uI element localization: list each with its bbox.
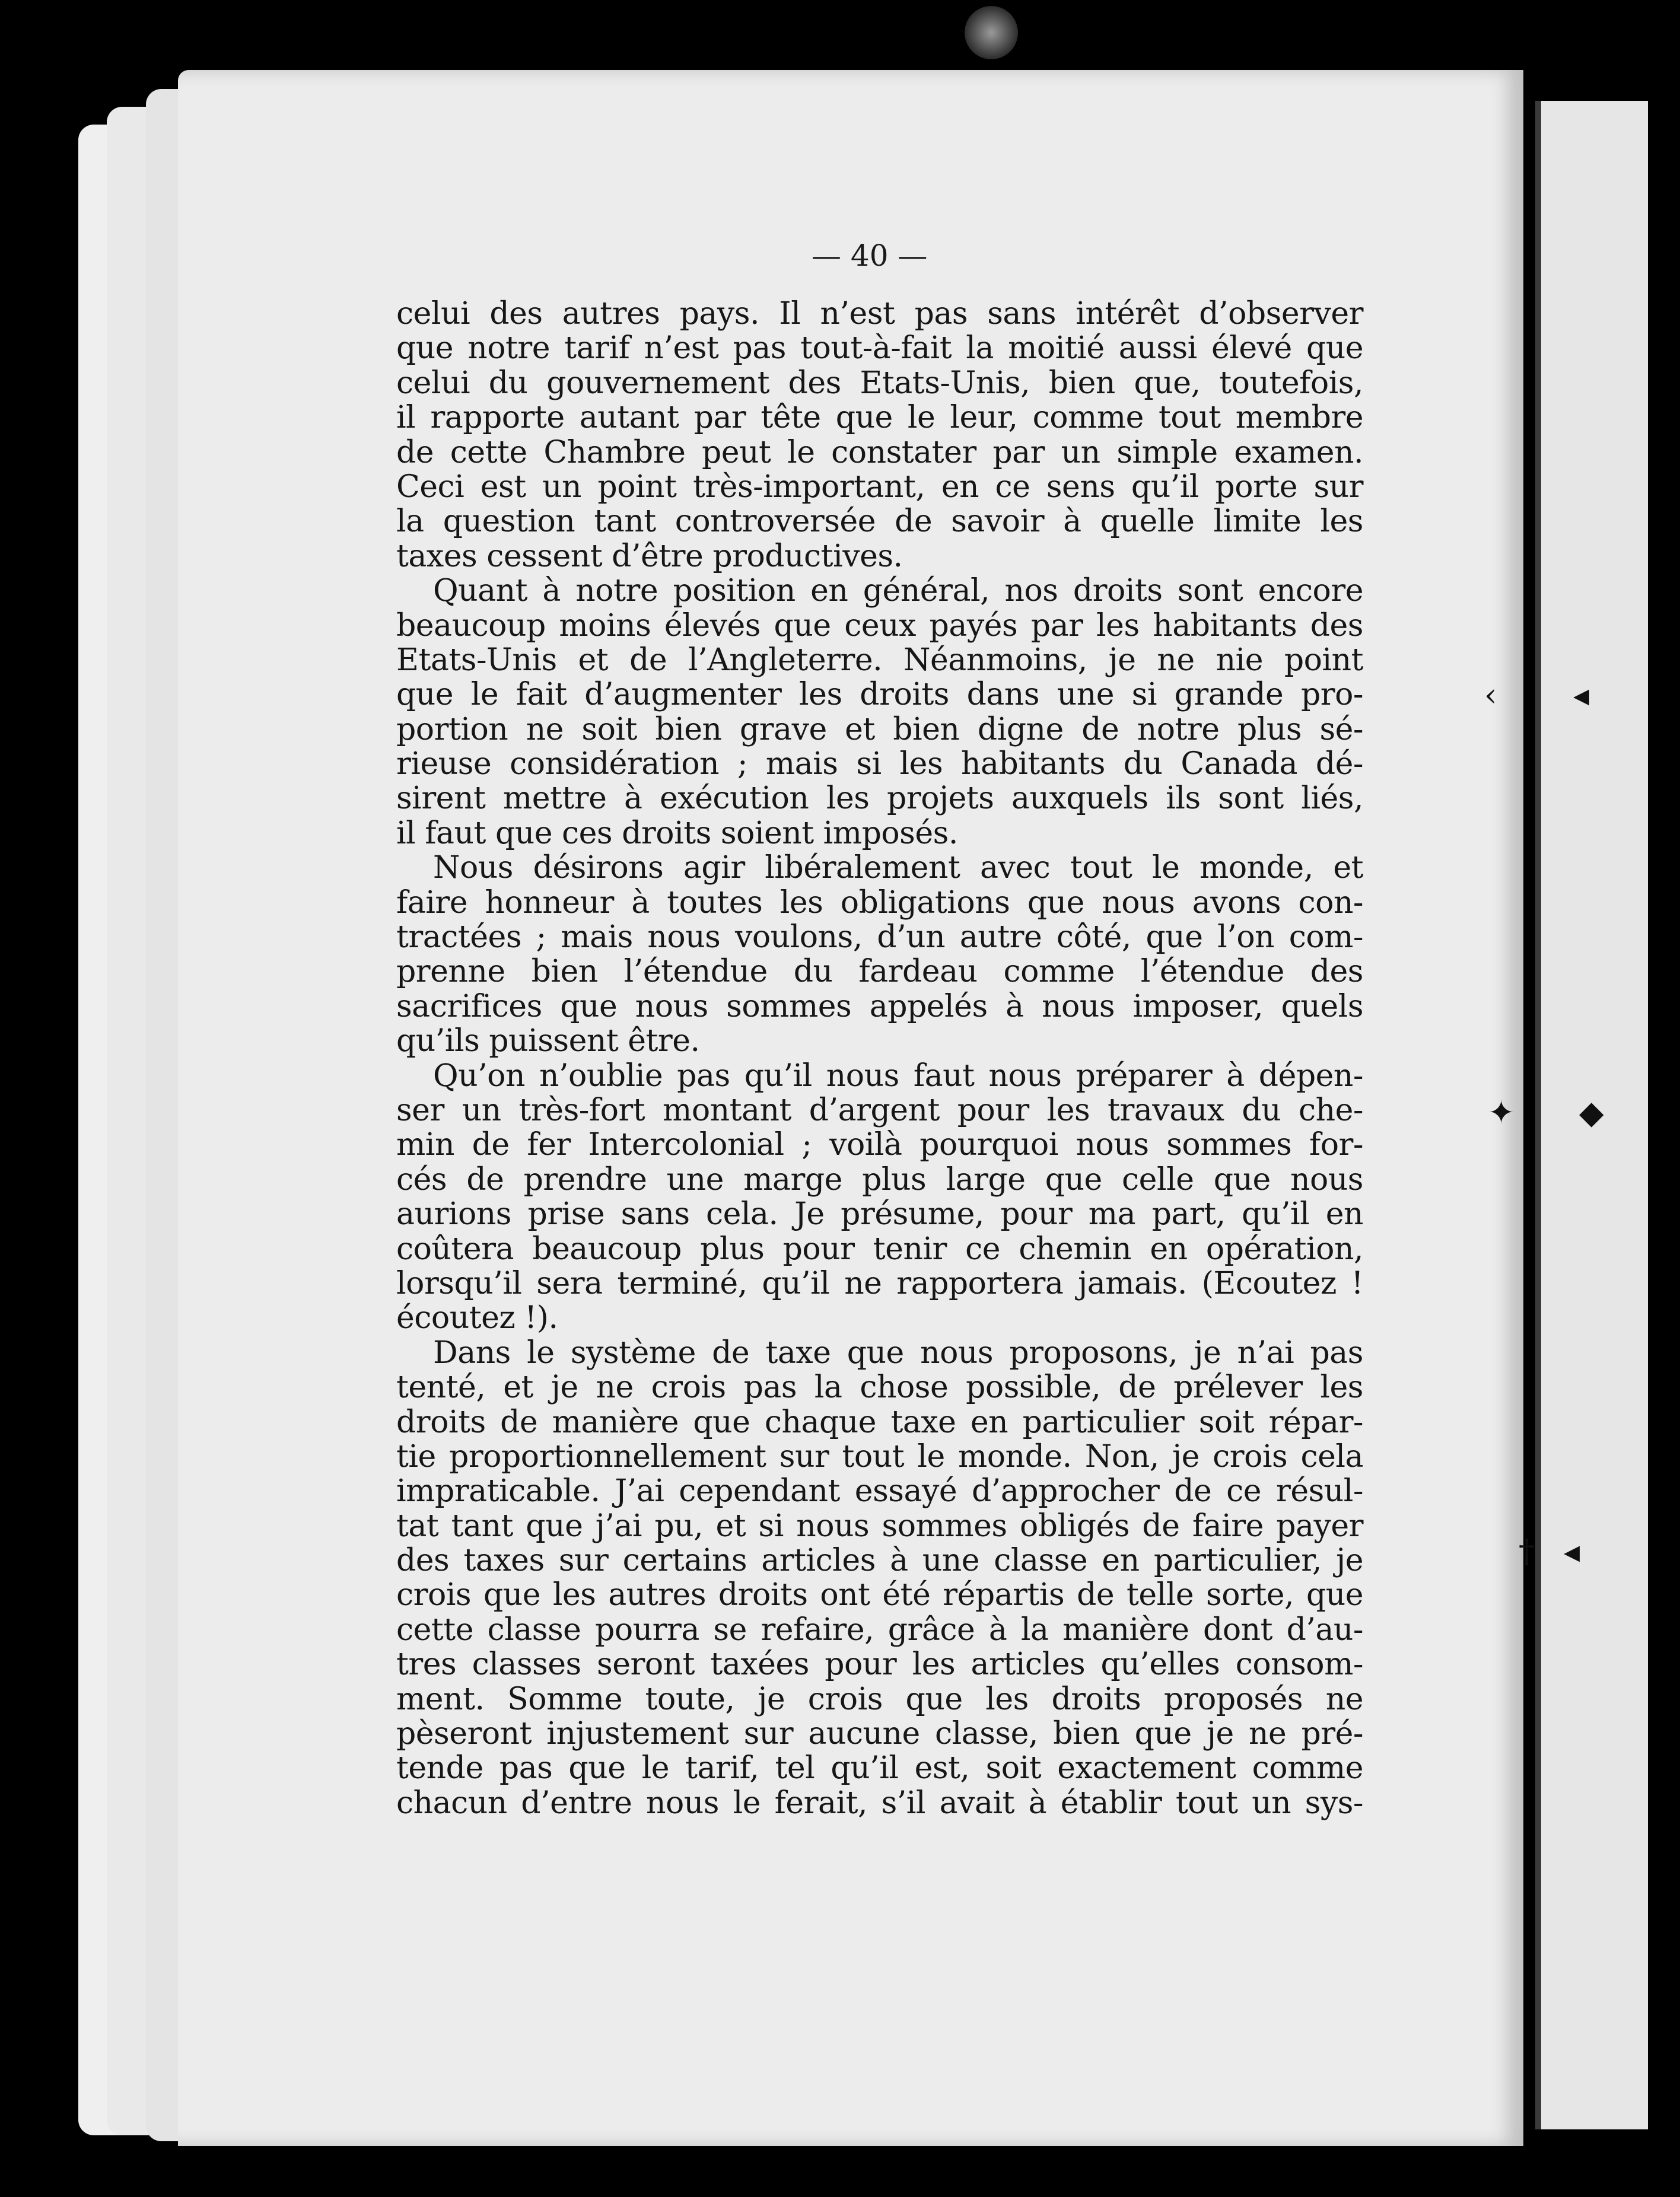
text-line: sacrifices que nous sommes appelés à nous imposer, quels — [396, 988, 1363, 1024]
text-line: que le fait d’augmenter les droits dans une si grande pro- — [396, 677, 1363, 713]
margin-mark-icon: ◂ — [1564, 1533, 1580, 1570]
text-line: sirent mettre à exécution les projets auxquels ils sont liés, — [396, 781, 1363, 817]
text-line: ment. Somme toute, je crois que les droits proposés ne — [396, 1681, 1363, 1717]
text-line: prenne bien l’étendue du fardeau comme l’étendue des — [396, 954, 1363, 990]
text-line: taxes cessent d’être productives. — [396, 538, 903, 574]
text-line: cette classe pourra se refaire, grâce à la manière dont d’au- — [396, 1612, 1363, 1648]
text-line: il rapporte autant par tête que le leur, comme tout membre — [396, 400, 1363, 436]
text-line: droits de manière que chaque taxe en particulier soit répar- — [396, 1404, 1363, 1440]
text-line: ser un très-fort montant d’argent pour les travaux du che- — [396, 1092, 1363, 1128]
text-line: coûtera beaucoup plus pour tenir ce chemin en opération, — [396, 1231, 1363, 1267]
text-line: tenté, et je ne crois pas la chose possible, de prélever les — [396, 1370, 1363, 1406]
text-line: rieuse considération ; mais si les habitants du Canada dé- — [396, 746, 1363, 782]
text-line: Ceci est un point très-important, en ce sens qu’il porte sur — [396, 469, 1363, 505]
text-line: impraticable. J’ai cependant essayé d’approcher de ce résul- — [396, 1473, 1363, 1510]
text-line: pèseront injustement sur aucune classe, bien que je ne pré- — [396, 1716, 1363, 1752]
text-line: celui du gouvernement des Etats-Unis, bien que, toutefois, — [396, 365, 1363, 401]
margin-mark-icon: ✦ — [1488, 1094, 1515, 1131]
text-line: Qu’on n’oublie pas qu’il nous faut nous préparer à dépen- — [433, 1058, 1363, 1094]
text-line: beaucoup moins élevés que ceux payés par les habitants des — [396, 607, 1363, 644]
text-line: cés de prendre une marge plus large que celle que nous — [396, 1161, 1363, 1198]
margin-mark-icon: ◂ — [1573, 676, 1590, 714]
text-line: Etats-Unis et de l’Angleterre. Néanmoins, je ne nie point — [396, 642, 1363, 678]
text-line: portion ne soit bien grave et bien digne de notre plus sé- — [396, 711, 1363, 747]
text-line: aurions prise sans cela. Je présume, pour ma part, qu’il en — [396, 1196, 1363, 1233]
text-line: min de fer Intercolonial ; voilà pourquoi nous sommes for- — [396, 1127, 1363, 1163]
margin-mark-icon: ‹ — [1484, 676, 1497, 714]
text-line: celui des autres pays. Il n’est pas sans intérêt d’observer — [396, 296, 1363, 332]
text-line: chacun d’entre nous le ferait, s’il avait à établir tout un sys- — [396, 1785, 1363, 1821]
text-line: tende pas que le tarif, tel qu’il est, soit exactement comme — [396, 1750, 1363, 1787]
text-line: tie proportionnellement sur tout le monde. Non, je crois cela — [396, 1438, 1363, 1475]
text-line: tat tant que j’ai pu, et si nous sommes obligés de faire payer — [396, 1508, 1363, 1544]
text-line: lorsqu’il sera terminé, qu’il ne rapportera jamais. (Ecoutez ! — [396, 1265, 1363, 1301]
text-line: écoutez !). — [396, 1300, 558, 1336]
scan-spot — [965, 6, 1018, 59]
text-line: tractées ; mais nous voulons, d’un autre côté, que l’on com- — [396, 919, 1363, 956]
text-line: que notre tarif n’est pas tout-à-fait la moitié aussi élevé que — [396, 330, 1363, 367]
body-text — [396, 297, 1363, 1820]
text-line: Dans le système de taxe que nous proposons, je n’ai pas — [433, 1335, 1363, 1371]
text-line: Nous désirons agir libéralement avec tout le monde, et — [433, 850, 1363, 886]
text-line: tres classes seront taxées pour les articles qu’elles consom- — [396, 1647, 1363, 1683]
text-line: il faut que ces droits soient imposés. — [396, 815, 958, 851]
text-line: faire honneur à toutes les obligations que nous avons con- — [396, 884, 1363, 921]
margin-mark-icon: † — [1519, 1533, 1535, 1570]
text-line: Quant à notre position en général, nos droits sont encore — [433, 573, 1363, 609]
text-line: de cette Chambre peut le constater par un simple examen. — [396, 434, 1363, 470]
margin-mark-icon: ◆ — [1579, 1094, 1604, 1131]
text-line: des taxes sur certains articles à une classe en particulier, je — [396, 1543, 1363, 1579]
text-line: la question tant controversée de savoir à quelle limite les — [396, 504, 1363, 540]
page-number: — 40 — — [812, 238, 928, 273]
text-line: crois que les autres droits ont été répartis de telle sorte, que — [396, 1577, 1363, 1613]
text-line: qu’ils puissent être. — [396, 1023, 700, 1059]
